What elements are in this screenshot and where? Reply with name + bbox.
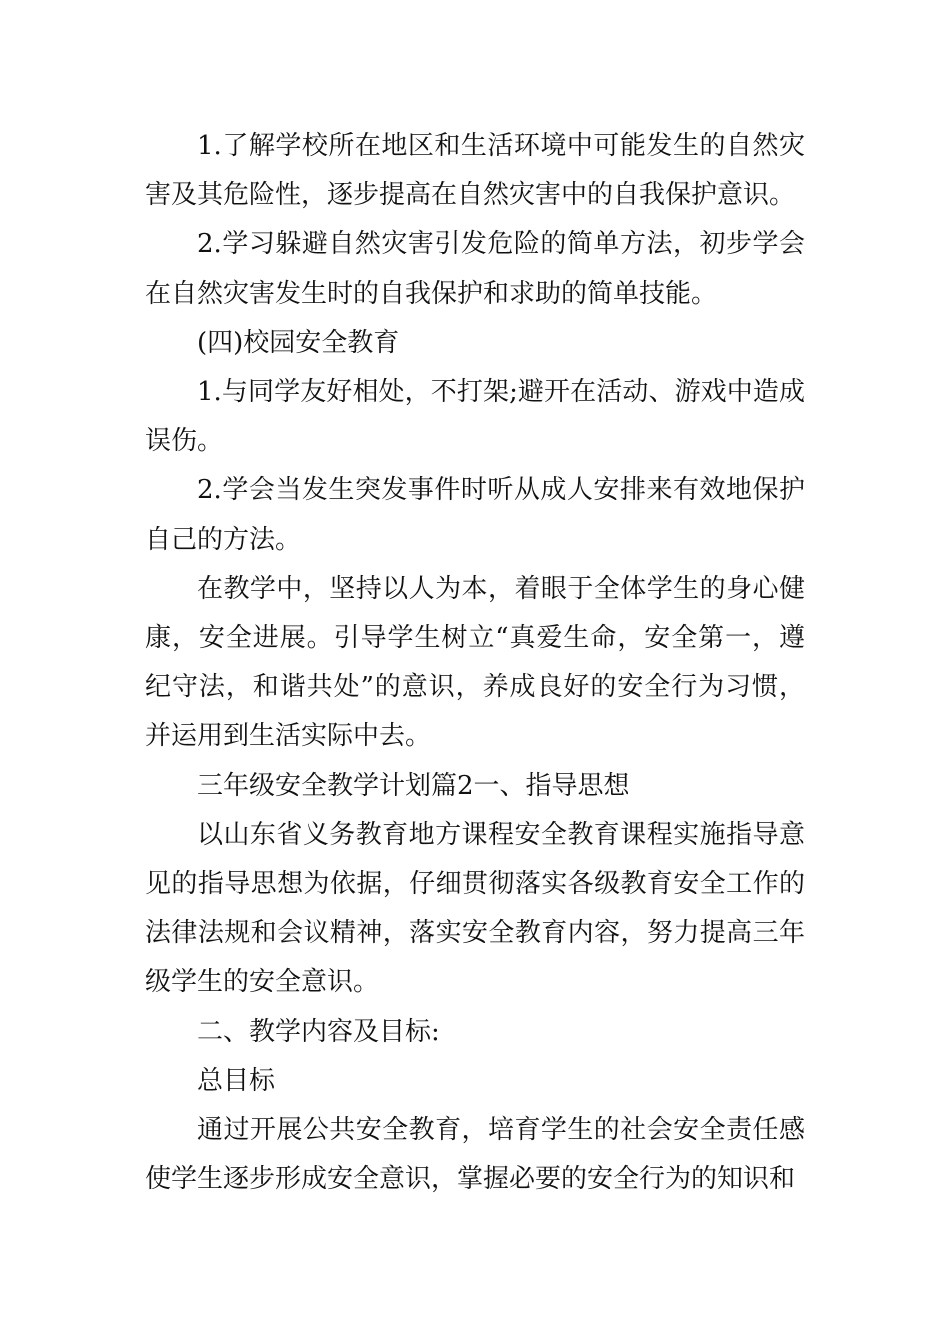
- paragraph-campus-safety-2: 2.学会当发生突发事件时听从成人安排来有效地保护自己的方法。: [145, 475, 805, 555]
- paragraph-natural-disaster-2: 2.学习躲避自然灾害引发危险的简单方法，初步学会在自然灾害发生时的自我保护和求助的简单技能。: [145, 229, 805, 309]
- section-heading-plan-2: 三年级安全教学计划篇2一、指导思想: [197, 770, 630, 801]
- paragraph-overall-goal: 通过开展公共安全教育，培育学生的社会安全责任感使学生逐步形成安全意识，掌握必要的安全行为的知识和: [145, 1115, 805, 1195]
- section-heading-overall-goal: 总目标: [197, 1065, 276, 1096]
- paragraph-guiding-thought: 以山东省义务教育地方课程安全教育课程实施指导意见的指导思想为依据，仔细贯彻落实各级教育安全工作的法律法规和会议精神，落实安全教育内容，努力提高三年级学生的安全意识。: [145, 819, 805, 998]
- paragraph-campus-safety-1: 1.与同学友好相处，不打架;避开在活动、游戏中造成误伤。: [145, 377, 805, 457]
- document-page: [145, 122, 805, 1204]
- paragraph-teaching-principle: 在教学中，坚持以人为本，着眼于全体学生的身心健康，安全进展。引导学生树立“真爱生命，安全第一，遵纪守法，和谐共处”的意识，养成良好的安全行为习惯，并运用到生活实际中去。: [145, 573, 805, 752]
- section-heading-content-goals: 二、教学内容及目标:: [197, 1016, 440, 1047]
- section-heading-campus-safety: (四)校园安全教育: [197, 327, 400, 358]
- paragraph-natural-disaster-1: 1.了解学校所在地区和生活环境中可能发生的自然灾害及其危险性，逐步提高在自然灾害中的自我保护意识。: [145, 131, 805, 211]
